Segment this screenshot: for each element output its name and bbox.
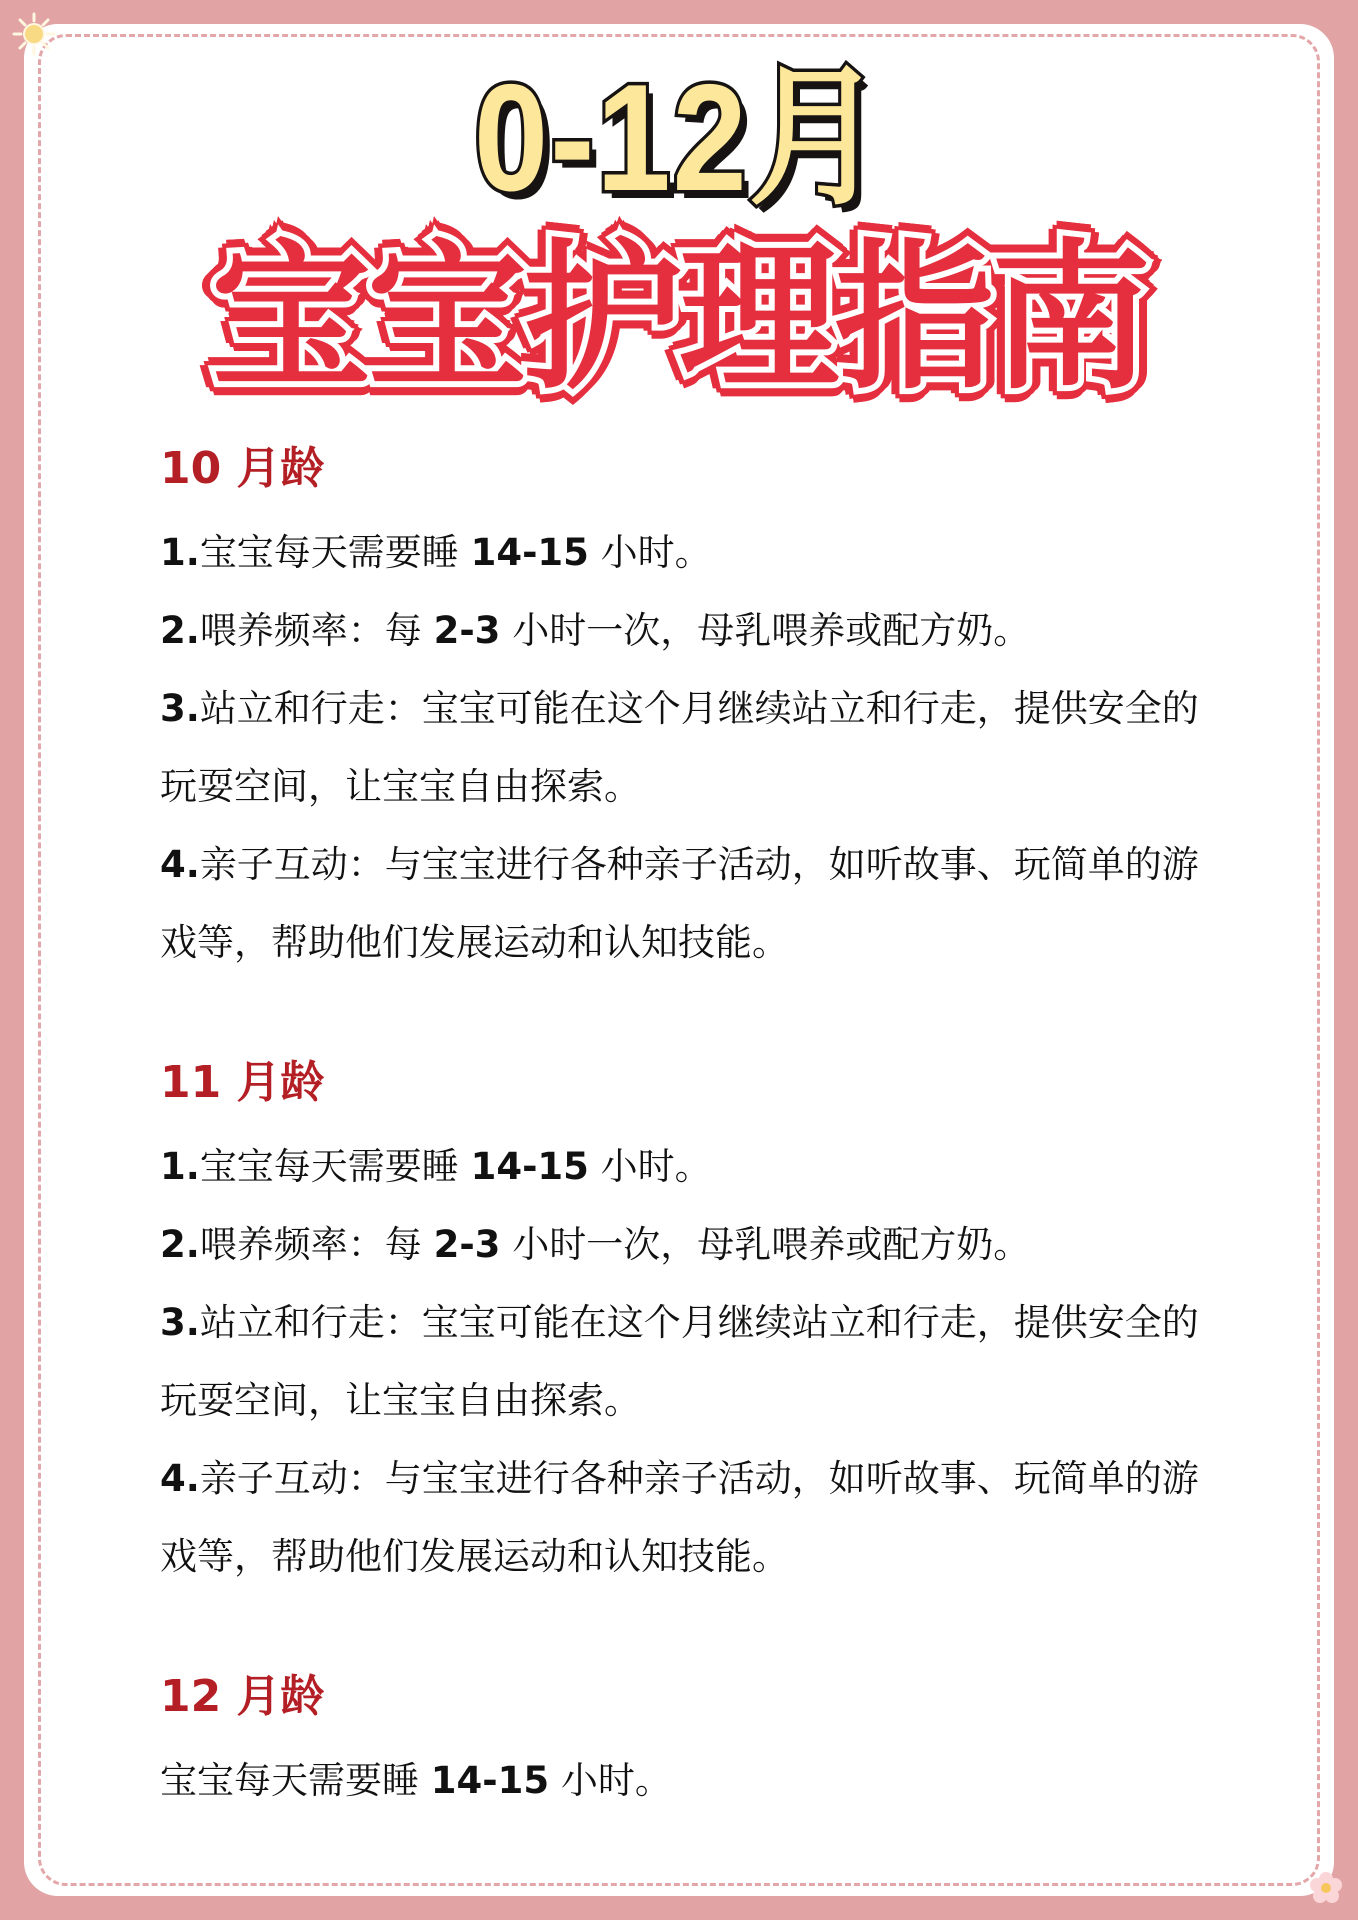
section-month-0 bbox=[160, 440, 1220, 982]
item-text: 喂养频率：每 2-3 小时一次，母乳喂养或配方奶。 bbox=[199, 1223, 1031, 1266]
numeric-range: 14-15 bbox=[430, 1759, 550, 1802]
list-item bbox=[160, 1440, 1220, 1596]
flower-icon bbox=[1280, 1842, 1358, 1920]
list-item bbox=[160, 1206, 1220, 1284]
numeric-range: 14-15 bbox=[470, 1145, 589, 1188]
list-item bbox=[160, 1128, 1220, 1206]
item-number: 4. bbox=[160, 1457, 200, 1500]
title-age-range: 0-12月 bbox=[473, 53, 885, 223]
item-number: 2. bbox=[160, 1223, 200, 1266]
list-item bbox=[160, 592, 1220, 670]
section-title: 10 月龄 bbox=[160, 443, 325, 494]
item-number: 3. bbox=[160, 1301, 200, 1344]
page-title: 宝宝护理指南 bbox=[210, 224, 1147, 411]
list-item bbox=[160, 826, 1220, 982]
item-text: 喂养频率：每 2-3 小时一次，母乳喂养或配方奶。 bbox=[199, 609, 1031, 652]
item-text: 宝宝每天需要睡 14-15 小时。 bbox=[160, 1759, 672, 1802]
section-title: 11 月龄 bbox=[160, 1057, 325, 1108]
item-number: 1. bbox=[160, 531, 200, 574]
item-text: 站立和行走：宝宝可能在这个月继续站立和行走，提供安全的玩耍空间，让宝宝自由探索。 bbox=[160, 687, 1199, 808]
numeric-range: 14-15 bbox=[470, 531, 589, 574]
numeric-range: 2-3 bbox=[433, 609, 501, 652]
item-text: 亲子互动：与宝宝进行各种亲子活动，如听故事、玩简单的游戏等，帮助他们发展运动和认知技能。 bbox=[160, 843, 1199, 964]
list-item bbox=[160, 514, 1220, 592]
item-number: 2. bbox=[160, 609, 200, 652]
item-text: 站立和行走：宝宝可能在这个月继续站立和行走，提供安全的玩耍空间，让宝宝自由探索。 bbox=[160, 1301, 1199, 1422]
item-number: 1. bbox=[160, 1145, 200, 1188]
list-item bbox=[160, 1284, 1220, 1440]
item-number: 4. bbox=[160, 843, 200, 886]
item-text: 宝宝每天需要睡 14-15 小时。 bbox=[199, 1145, 712, 1188]
section-month-1 bbox=[160, 1054, 1220, 1596]
list-item bbox=[160, 670, 1220, 826]
item-text: 宝宝每天需要睡 14-15 小时。 bbox=[199, 531, 712, 574]
item-number: 3. bbox=[160, 687, 200, 730]
section-month-2 bbox=[160, 1668, 1220, 1820]
list-item bbox=[160, 1742, 1220, 1820]
item-text: 亲子互动：与宝宝进行各种亲子活动，如听故事、玩简单的游戏等，帮助他们发展运动和认知技能。 bbox=[160, 1457, 1199, 1578]
section-title: 12 月龄 bbox=[160, 1671, 325, 1722]
guide-content bbox=[160, 440, 1220, 1820]
sun-flower-icon bbox=[0, 0, 78, 78]
numeric-range: 2-3 bbox=[433, 1223, 501, 1266]
